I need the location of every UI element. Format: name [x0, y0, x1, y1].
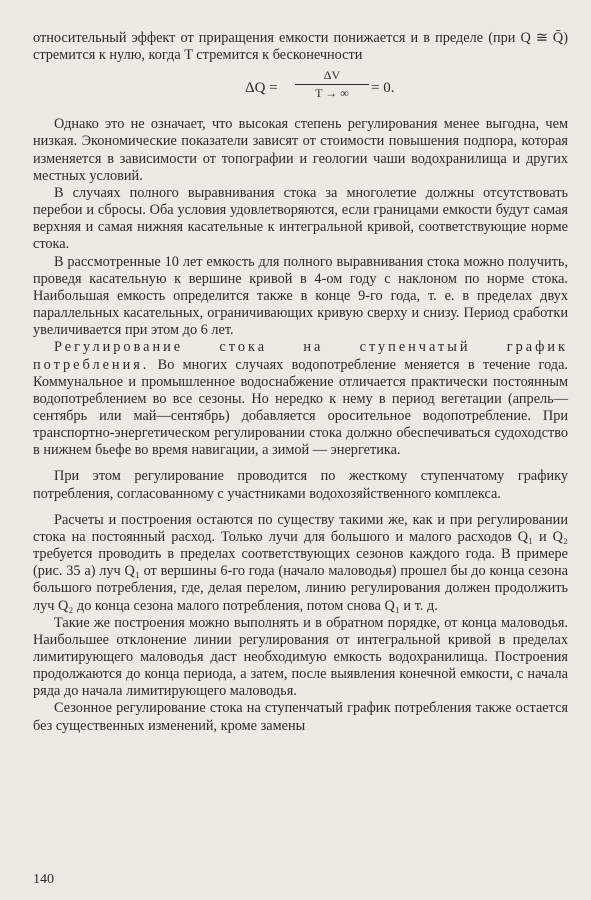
paragraph-6: При этом регулирование проводится по жесткому ступенчатому графику потребления, согласованному с участниками водохозяйственного комплекса. [33, 468, 568, 502]
paragraph-5 [33, 339, 568, 459]
paragraph-4: В рассмотренные 10 лет емкость для полного выравнивания стока можно получить, проведя касательную к вершине кривой в 4-ом году с наклоном по норме стока. Наибольшая емкость определится также в конце 9-го года, т. е. в пределах двух параллельных касательных, ограничивающих кривую сверху и снизу. Период сработки увеличивается при этом до 6 лет. [33, 253, 568, 339]
paragraph-8: Такие же построения можно выполнять и в обратном порядке, от конца маловодья. Наибольшее отклонение линии регулирования от интегральной кривой в пределах лимитирующего маловодья даст необходимую емкость водохранилища. Построения продолжаются до конца периода, а затем, после выявления конечной емкости, с начала ряда до начала лимитирующего маловодья. [33, 614, 568, 700]
paragraph-3: В случаях полного выравнивания стока за многолетие должны отсутствовать перебои и сбросы. Оба условия удовлетворяются, если границами емкости будут самая верхняя и самая нижняя касательные к интегральной кривой, соответствующие норме стока. [33, 184, 568, 253]
formula-rhs: = 0. [371, 80, 395, 97]
formula-lhs: ΔQ = [245, 80, 278, 97]
page-number: 140 [33, 872, 54, 887]
section-heading-spaced: Регулирование стока на ступенчатый график потребления. [33, 339, 568, 373]
paragraph-5-text: Во многих случаях водопотребление меняется в течение года. Коммунальное и промышленное водоснабжение отличается практически постоянным водопотреблением во все сезоны. Но нередко к нему в период вегетации (апрель—сентябрь или май—сентябрь) добавляется оросительное водопотребление. При транспортно-энергетическом регулировании стока должно обеспечиваться судоходство в нижнем бьефе во время навигации, а зимой — энергетика. [33, 356, 568, 459]
spacer [33, 503, 568, 512]
formula-fraction [295, 68, 369, 101]
formula-numerator: ΔV [295, 68, 369, 85]
paragraph-2: Однако это не означает, что высокая степень регулирования менее выгодна, чем низкая. Экономические показатели зависят от стоимости повышения подпора, которая изменяется в зависимости от топографии и геологии чаши водохранилища и других местных условий. [33, 116, 568, 184]
paragraph-1: относительный эффект от приращения емкости понижается и в пределе (при Q ≅ Q̄) стремится к нулю, когда T стремится к бесконечности [33, 30, 568, 64]
body-text [33, 30, 568, 735]
spacer [33, 459, 568, 468]
formula [33, 66, 568, 114]
paragraph-9: Сезонное регулирование стока на ступенчатый график потребления также остается без существенных изменений, кроме замены [33, 700, 568, 734]
paragraph-7: Расчеты и построения остаются по существу такими же, как и при регулировании стока на постоянный расход. Только лучи для большого и малого расходов Q₁ и Q₂ требуется проводить в пределах соответствующих сезонов каждого года. В примере (рис. 35 а) луч Q₁ от вершины 6-го года (начало маловодья) прошел бы до конца сезона большого потребления, где, делая перелом, линию регулирования должен продолжить луч Q₂ до конца сезона малого потребления, потом снова Q₁ и т. д. [33, 511, 568, 614]
formula-denominator: T → ∞ [315, 86, 349, 101]
